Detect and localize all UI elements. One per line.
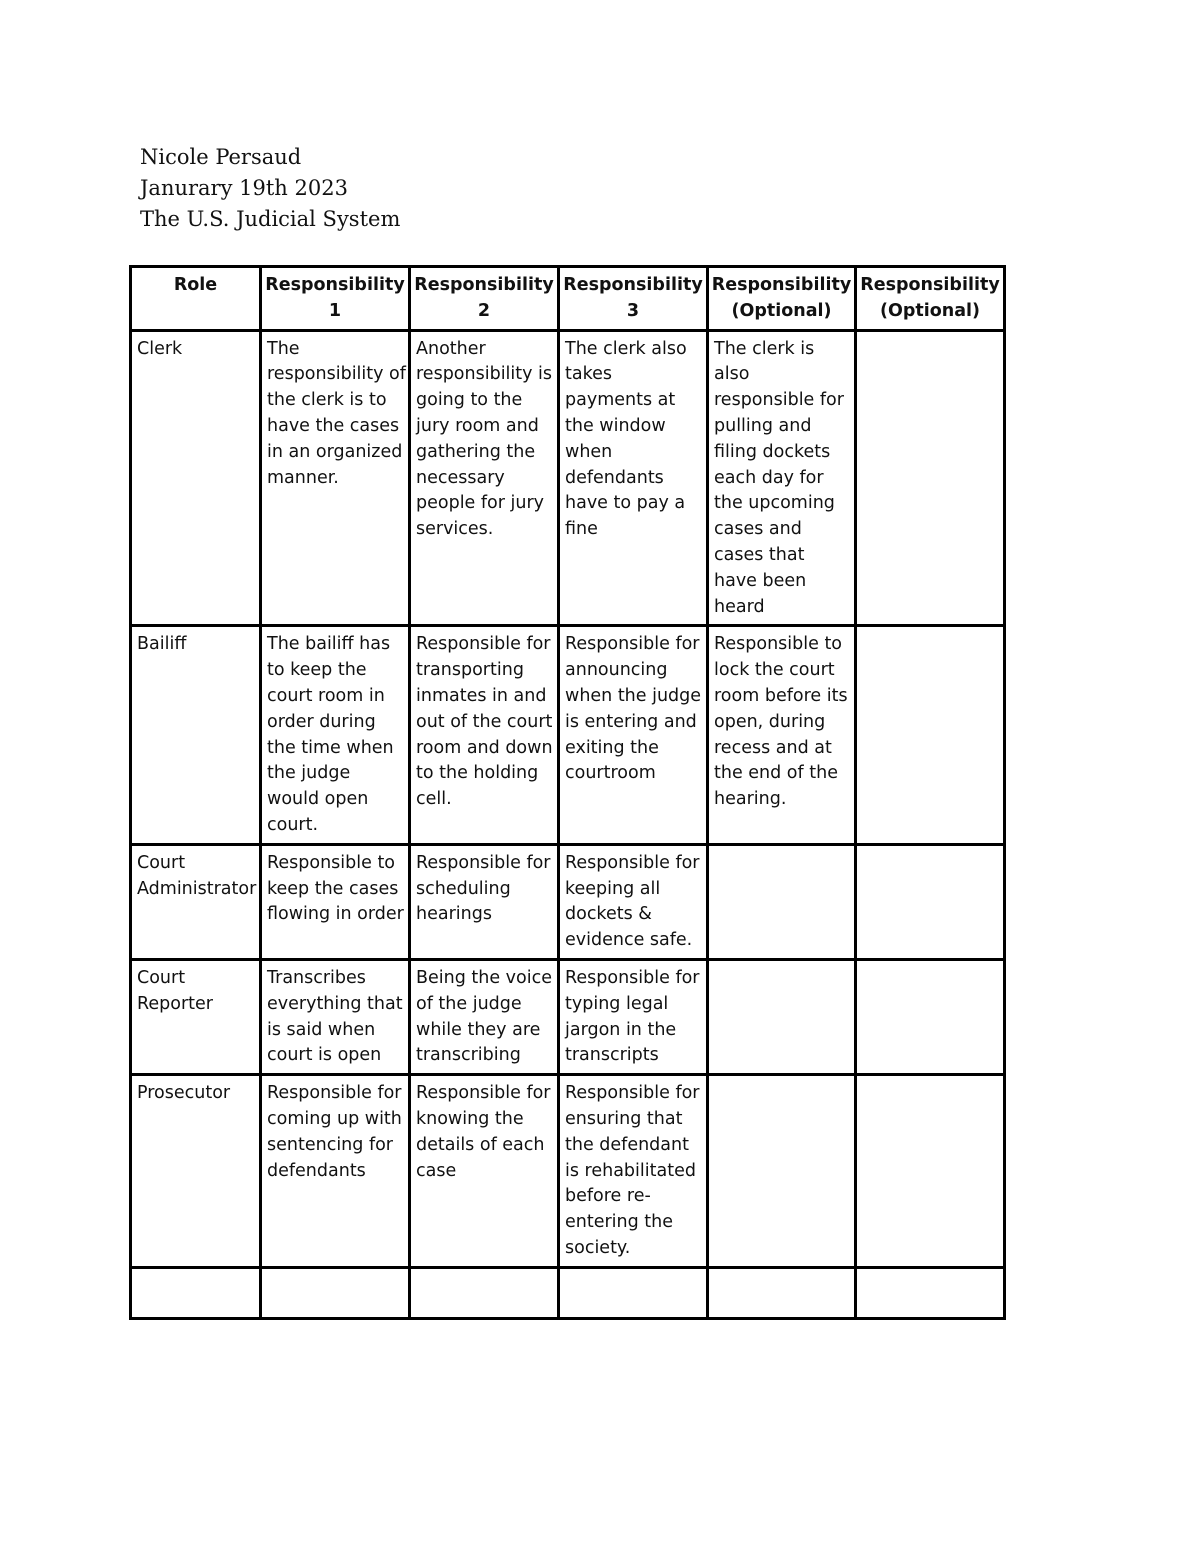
responsibility-cell xyxy=(559,1267,708,1318)
column-header: Responsibility (Optional) xyxy=(708,267,856,331)
responsibility-cell: Responsible for ensuring that the defendant is rehabilitated before re-entering the society. xyxy=(559,1075,708,1268)
responsibility-cell xyxy=(708,959,856,1074)
responsibility-cell xyxy=(708,844,856,959)
responsibility-cell xyxy=(708,1075,856,1268)
column-header: Responsibility 2 xyxy=(410,267,559,331)
responsibility-cell: The bailiff has to keep the court room in order during the time when the judge would open court. xyxy=(261,626,410,844)
responsibility-cell: Another responsibility is going to the jury room and gathering the necessary people for jury services. xyxy=(410,330,559,626)
responsibility-cell: Being the voice of the judge while they are transcribing xyxy=(410,959,559,1074)
role-cell: Bailiff xyxy=(131,626,261,844)
responsibility-cell xyxy=(856,1075,1005,1268)
responsibility-cell: The clerk is also responsible for pulling and filing dockets each day for the upcoming cases and cases that have been heard xyxy=(708,330,856,626)
responsibility-cell: Responsible for scheduling hearings xyxy=(410,844,559,959)
column-header: Responsibility (Optional) xyxy=(856,267,1005,331)
table-row xyxy=(131,959,1005,1074)
responsibility-cell xyxy=(856,1267,1005,1318)
responsibility-cell: Transcribes everything that is said when court is open xyxy=(261,959,410,1074)
responsibility-cell xyxy=(708,1267,856,1318)
responsibility-cell: Responsible to keep the cases flowing in order xyxy=(261,844,410,959)
table-row xyxy=(131,1075,1005,1268)
responsibility-cell xyxy=(856,626,1005,844)
table-header-row xyxy=(131,267,1005,331)
responsibility-cell: Responsible for keeping all dockets & evidence safe. xyxy=(559,844,708,959)
responsibility-cell: Responsible for announcing when the judge is entering and exiting the courtroom xyxy=(559,626,708,844)
table-row xyxy=(131,330,1005,626)
column-header: Responsibility 3 xyxy=(559,267,708,331)
responsibility-cell: Responsible for typing legal jargon in the transcripts xyxy=(559,959,708,1074)
document-date: Janurary 19th 2023 xyxy=(140,176,348,200)
author-name: Nicole Persaud xyxy=(140,145,302,169)
responsibility-cell xyxy=(261,1267,410,1318)
document-title: The U.S. Judicial System xyxy=(140,207,401,231)
table-row xyxy=(131,844,1005,959)
column-header: Responsibility 1 xyxy=(261,267,410,331)
responsibility-cell: Responsible for knowing the details of each case xyxy=(410,1075,559,1268)
column-header: Role xyxy=(131,267,261,331)
role-cell: Prosecutor xyxy=(131,1075,261,1268)
responsibility-cell: Responsible for transporting inmates in and out of the court room and down to the holding cell. xyxy=(410,626,559,844)
roles-table xyxy=(129,265,1006,1320)
responsibility-cell xyxy=(856,330,1005,626)
responsibility-cell xyxy=(856,959,1005,1074)
responsibility-cell xyxy=(856,844,1005,959)
responsibility-cell: Responsible to lock the court room before its open, during recess and at the end of the hearing. xyxy=(708,626,856,844)
responsibility-cell: Responsible for coming up with sentencing for defendants xyxy=(261,1075,410,1268)
responsibility-cell: The responsibility of the clerk is to have the cases in an organized manner. xyxy=(261,330,410,626)
role-cell: Clerk xyxy=(131,330,261,626)
document-header xyxy=(140,142,400,235)
table-row xyxy=(131,626,1005,844)
responsibility-cell xyxy=(410,1267,559,1318)
table-row xyxy=(131,1267,1005,1318)
role-cell: Court Administrator xyxy=(131,844,261,959)
role-cell xyxy=(131,1267,261,1318)
responsibility-cell: The clerk also takes payments at the window when defendants have to pay a fine xyxy=(559,330,708,626)
role-cell: Court Reporter xyxy=(131,959,261,1074)
